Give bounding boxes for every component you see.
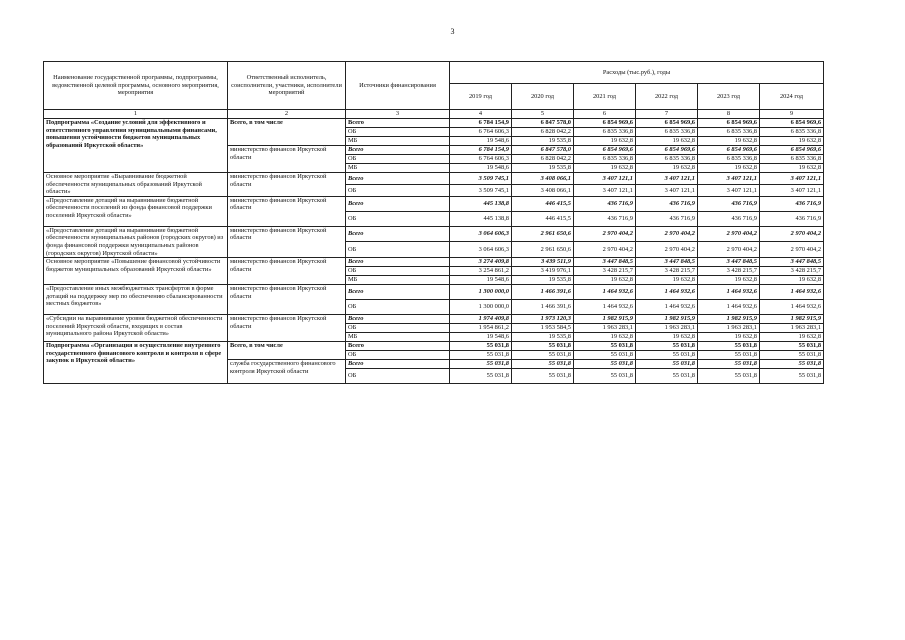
- table-row: [44, 258, 824, 267]
- funding-source: Всего: [346, 146, 450, 155]
- header-year: 2022 год: [636, 84, 698, 110]
- funding-source: ОБ: [346, 155, 450, 164]
- funding-source: МБ: [346, 137, 450, 146]
- program-name: Подпрограмма «Организация и осуществление внутреннего государственного финансового контроля и контроля в сфере закупок в Иркутской области»: [44, 342, 228, 384]
- amount-cell: 6 847 578,0: [512, 119, 574, 128]
- amount-cell: 55 031,8: [636, 369, 698, 384]
- amount-cell: 19 632,8: [760, 333, 824, 342]
- amount-cell: 436 716,9: [574, 211, 636, 226]
- program-name: «Предоставление дотаций на выравнивание бюджетной обеспеченности муниципальных районов (городских округов) из фонда финансовой поддержки муниципальных районов (городских округов) Иркутской области»: [44, 226, 228, 257]
- amount-cell: 19 548,6: [450, 276, 512, 285]
- amount-cell: 3 509 745,1: [450, 184, 512, 196]
- column-index: 4: [450, 110, 512, 119]
- amount-cell: 55 031,8: [760, 369, 824, 384]
- amount-cell: 3 407 121,1: [760, 184, 824, 196]
- funding-source: ОБ: [346, 242, 450, 258]
- amount-cell: 1 464 932,6: [760, 285, 824, 300]
- amount-cell: 6 764 606,3: [450, 155, 512, 164]
- amount-cell: 3 408 066,1: [512, 184, 574, 196]
- amount-cell: 6 854 969,6: [574, 146, 636, 155]
- amount-cell: 3 407 121,1: [636, 184, 698, 196]
- amount-cell: 55 031,8: [512, 369, 574, 384]
- column-index: 7: [636, 110, 698, 119]
- amount-cell: 2 970 404,2: [636, 242, 698, 258]
- amount-cell: 1 464 932,6: [760, 300, 824, 315]
- program-name: «Предоставление дотаций на выравнивание бюджетной обеспеченности поселений из фонда финансовой поддержки поселений Иркутской области»: [44, 196, 228, 226]
- amount-cell: 1 464 932,6: [574, 300, 636, 315]
- amount-cell: 6 835 336,8: [698, 128, 760, 137]
- executor: Всего, в том числе: [228, 119, 346, 146]
- amount-cell: 1 464 932,6: [636, 300, 698, 315]
- amount-cell: 6 828 042,2: [512, 128, 574, 137]
- header-year: 2023 год: [698, 84, 760, 110]
- amount-cell: 19 632,8: [574, 276, 636, 285]
- table-row: [44, 342, 824, 351]
- amount-cell: 1 963 283,1: [760, 324, 824, 333]
- header-executor: Ответственный исполнитель, соисполнители, участники, исполнители мероприятий: [228, 62, 346, 110]
- amount-cell: 55 031,8: [574, 369, 636, 384]
- funding-source: ОБ: [346, 300, 450, 315]
- program-name: «Предоставление иных межбюджетных трансфертов в форме дотаций на поддержку мер по обеспечению сбалансированности местных бюджетов»: [44, 285, 228, 315]
- column-index: 9: [760, 110, 824, 119]
- amount-cell: 6 835 336,8: [636, 128, 698, 137]
- amount-cell: 55 031,8: [574, 360, 636, 369]
- amount-cell: 1 464 932,6: [636, 285, 698, 300]
- amount-cell: 1 982 915,9: [636, 315, 698, 324]
- header-year: 2021 год: [574, 84, 636, 110]
- amount-cell: 3 509 745,1: [450, 173, 512, 185]
- amount-cell: 19 632,8: [574, 164, 636, 173]
- amount-cell: 3 407 121,1: [636, 173, 698, 185]
- budget-table: [43, 61, 824, 384]
- funding-source: ОБ: [346, 369, 450, 384]
- amount-cell: 19 632,8: [760, 276, 824, 285]
- amount-cell: 19 632,8: [636, 276, 698, 285]
- header-year: 2020 год: [512, 84, 574, 110]
- funding-source: ОБ: [346, 351, 450, 360]
- amount-cell: 55 031,8: [636, 342, 698, 351]
- amount-cell: 55 031,8: [760, 342, 824, 351]
- amount-cell: 55 031,8: [450, 342, 512, 351]
- amount-cell: 19 632,8: [698, 137, 760, 146]
- amount-cell: 55 031,8: [574, 351, 636, 360]
- funding-source: Всего: [346, 258, 450, 267]
- amount-cell: 6 764 606,3: [450, 128, 512, 137]
- column-index: 8: [698, 110, 760, 119]
- amount-cell: 3 428 215,7: [636, 267, 698, 276]
- table-row: [44, 315, 824, 324]
- amount-cell: 19 632,8: [698, 276, 760, 285]
- amount-cell: 1 464 932,6: [698, 300, 760, 315]
- funding-source: Всего: [346, 342, 450, 351]
- amount-cell: 19 632,8: [698, 333, 760, 342]
- amount-cell: 3 428 215,7: [760, 267, 824, 276]
- executor: министерство финансов Иркутской области: [228, 226, 346, 257]
- amount-cell: 445 138,8: [450, 196, 512, 211]
- amount-cell: 6 854 969,6: [698, 146, 760, 155]
- amount-cell: 436 716,9: [698, 196, 760, 211]
- amount-cell: 6 828 042,2: [512, 155, 574, 164]
- amount-cell: 19 535,8: [512, 137, 574, 146]
- amount-cell: 436 716,9: [760, 196, 824, 211]
- amount-cell: 3 447 848,5: [574, 258, 636, 267]
- amount-cell: 3 407 121,1: [574, 184, 636, 196]
- amount-cell: 55 031,8: [698, 342, 760, 351]
- amount-cell: 446 415,5: [512, 211, 574, 226]
- table-row: [44, 173, 824, 185]
- amount-cell: 3 407 121,1: [698, 184, 760, 196]
- amount-cell: 6 854 969,6: [698, 119, 760, 128]
- amount-cell: 1 300 000,0: [450, 285, 512, 300]
- amount-cell: 3 407 121,1: [698, 173, 760, 185]
- amount-cell: 3 447 848,5: [636, 258, 698, 267]
- amount-cell: 1 466 391,6: [512, 285, 574, 300]
- program-name: Основное мероприятие «Выравнивание бюджетной обеспеченности муниципальных образований Иркутской области»: [44, 173, 228, 197]
- amount-cell: 55 031,8: [512, 342, 574, 351]
- amount-cell: 55 031,8: [760, 351, 824, 360]
- amount-cell: 436 716,9: [698, 211, 760, 226]
- program-name: Подпрограмма «Создание условий для эффективного и ответственного управления муниципальными финансами, повышения устойчивости бюджетов муниципальных образований Иркутской области»: [44, 119, 228, 173]
- amount-cell: 55 031,8: [574, 342, 636, 351]
- amount-cell: 19 632,8: [636, 164, 698, 173]
- amount-cell: 19 548,6: [450, 333, 512, 342]
- executor: министерство финансов Иркутской области: [228, 285, 346, 315]
- amount-cell: 19 535,8: [512, 276, 574, 285]
- funding-source: МБ: [346, 333, 450, 342]
- amount-cell: 6 854 969,6: [574, 119, 636, 128]
- amount-cell: 3 428 215,7: [698, 267, 760, 276]
- amount-cell: 1 953 584,5: [512, 324, 574, 333]
- funding-source: Всего: [346, 315, 450, 324]
- amount-cell: 3 407 121,1: [574, 173, 636, 185]
- amount-cell: 6 847 578,0: [512, 146, 574, 155]
- table-row: [44, 285, 824, 300]
- amount-cell: 19 632,8: [636, 137, 698, 146]
- amount-cell: 2 970 404,2: [760, 242, 824, 258]
- column-index: 5: [512, 110, 574, 119]
- amount-cell: 436 716,9: [574, 196, 636, 211]
- amount-cell: 55 031,8: [450, 360, 512, 369]
- column-index: 6: [574, 110, 636, 119]
- amount-cell: 2 970 404,2: [636, 226, 698, 242]
- table-row: [44, 196, 824, 211]
- amount-cell: 1 300 000,0: [450, 300, 512, 315]
- funding-source: ОБ: [346, 128, 450, 137]
- amount-cell: 3 428 215,7: [574, 267, 636, 276]
- amount-cell: 2 970 404,2: [574, 242, 636, 258]
- amount-cell: 436 716,9: [636, 196, 698, 211]
- amount-cell: 3 064 606,3: [450, 226, 512, 242]
- amount-cell: 55 031,8: [636, 351, 698, 360]
- header-expenses: Расходы (тыс.руб.), годы: [450, 62, 824, 84]
- table-row: [44, 119, 824, 128]
- funding-source: Всего: [346, 173, 450, 185]
- funding-source: ОБ: [346, 267, 450, 276]
- amount-cell: 55 031,8: [698, 369, 760, 384]
- amount-cell: 6 835 336,8: [760, 128, 824, 137]
- funding-source: Всего: [346, 119, 450, 128]
- amount-cell: 6 784 154,9: [450, 146, 512, 155]
- amount-cell: 55 031,8: [698, 360, 760, 369]
- amount-cell: 1 974 409,8: [450, 315, 512, 324]
- amount-cell: 1 963 283,1: [574, 324, 636, 333]
- amount-cell: 3 408 066,1: [512, 173, 574, 185]
- funding-source: МБ: [346, 276, 450, 285]
- amount-cell: 19 548,6: [450, 137, 512, 146]
- executor: министерство финансов Иркутской области: [228, 196, 346, 226]
- amount-cell: 19 535,8: [512, 333, 574, 342]
- amount-cell: 55 031,8: [450, 369, 512, 384]
- amount-cell: 6 835 336,8: [698, 155, 760, 164]
- amount-cell: 1 982 915,9: [760, 315, 824, 324]
- amount-cell: 446 415,5: [512, 196, 574, 211]
- amount-cell: 6 854 969,6: [636, 146, 698, 155]
- column-index: 1: [44, 110, 228, 119]
- funding-source: ОБ: [346, 324, 450, 333]
- amount-cell: 2 970 404,2: [698, 226, 760, 242]
- amount-cell: 2 970 404,2: [760, 226, 824, 242]
- amount-cell: 6 835 336,8: [760, 155, 824, 164]
- table-body: [44, 119, 824, 384]
- funding-source: Всего: [346, 226, 450, 242]
- header-year: 2024 год: [760, 84, 824, 110]
- amount-cell: 2 970 404,2: [698, 242, 760, 258]
- executor: министерство финансов Иркутской области: [228, 173, 346, 197]
- funding-source: Всего: [346, 285, 450, 300]
- executor: министерство финансов Иркутской области: [228, 258, 346, 285]
- amount-cell: 3 274 409,8: [450, 258, 512, 267]
- amount-cell: 55 031,8: [512, 360, 574, 369]
- amount-cell: 19 632,8: [574, 333, 636, 342]
- program-name: Основное мероприятие «Повышение финансовой устойчивости бюджетов муниципальных образований Иркутской области»: [44, 258, 228, 285]
- amount-cell: 3 447 848,5: [698, 258, 760, 267]
- amount-cell: 3 439 511,9: [512, 258, 574, 267]
- amount-cell: 1 464 932,6: [574, 285, 636, 300]
- funding-source: Всего: [346, 196, 450, 211]
- amount-cell: 55 031,8: [512, 351, 574, 360]
- executor: министерство финансов Иркутской области: [228, 315, 346, 342]
- amount-cell: 19 632,8: [760, 164, 824, 173]
- amount-cell: 3 064 606,3: [450, 242, 512, 258]
- amount-cell: 3 447 848,5: [760, 258, 824, 267]
- amount-cell: 55 031,8: [698, 351, 760, 360]
- table-row: [44, 226, 824, 242]
- amount-cell: 55 031,8: [450, 351, 512, 360]
- amount-cell: 1 982 915,9: [698, 315, 760, 324]
- amount-cell: 3 254 861,2: [450, 267, 512, 276]
- executor: служба государственного финансового контроля Иркутской области: [228, 360, 346, 384]
- amount-cell: 2 961 650,6: [512, 226, 574, 242]
- header-funding-source: Источники финансирования: [346, 62, 450, 110]
- amount-cell: 436 716,9: [760, 211, 824, 226]
- funding-source: ОБ: [346, 184, 450, 196]
- amount-cell: 436 716,9: [636, 211, 698, 226]
- amount-cell: 6 784 154,9: [450, 119, 512, 128]
- amount-cell: 1 466 391,6: [512, 300, 574, 315]
- executor: министерство финансов Иркутской области: [228, 146, 346, 173]
- amount-cell: 6 854 969,6: [760, 146, 824, 155]
- amount-cell: 6 835 336,8: [574, 128, 636, 137]
- column-index: 2: [228, 110, 346, 119]
- funding-source: Всего: [346, 360, 450, 369]
- executor: Всего, в том числе: [228, 342, 346, 360]
- header-year: 2019 год: [450, 84, 512, 110]
- amount-cell: 2 970 404,2: [574, 226, 636, 242]
- amount-cell: 1 963 283,1: [636, 324, 698, 333]
- amount-cell: 19 535,8: [512, 164, 574, 173]
- column-index: 3: [346, 110, 450, 119]
- amount-cell: 1 464 932,6: [698, 285, 760, 300]
- amount-cell: 55 031,8: [636, 360, 698, 369]
- amount-cell: 3 407 121,1: [760, 173, 824, 185]
- amount-cell: 2 961 650,6: [512, 242, 574, 258]
- funding-source: МБ: [346, 164, 450, 173]
- amount-cell: 19 632,8: [760, 137, 824, 146]
- amount-cell: 19 548,6: [450, 164, 512, 173]
- amount-cell: 3 419 976,1: [512, 267, 574, 276]
- amount-cell: 19 632,8: [698, 164, 760, 173]
- amount-cell: 6 835 336,8: [636, 155, 698, 164]
- amount-cell: 19 632,8: [636, 333, 698, 342]
- program-name: «Субсидии на выравнивание уровня бюджетной обеспеченности поселений Иркутской области, входящих в состав муниципального района Иркутской области»: [44, 315, 228, 342]
- page-number: 3: [450, 27, 455, 36]
- header-program-name: Наименование государственной программы, подпрограммы, ведомственной целевой программы, основного мероприятия, мероприятия: [44, 62, 228, 110]
- amount-cell: 1 973 120,3: [512, 315, 574, 324]
- amount-cell: 445 138,8: [450, 211, 512, 226]
- amount-cell: 19 632,8: [574, 137, 636, 146]
- amount-cell: 6 835 336,8: [574, 155, 636, 164]
- amount-cell: 1 954 861,2: [450, 324, 512, 333]
- amount-cell: 6 854 969,6: [636, 119, 698, 128]
- amount-cell: 55 031,8: [760, 360, 824, 369]
- amount-cell: 1 963 283,1: [698, 324, 760, 333]
- amount-cell: 1 982 915,9: [574, 315, 636, 324]
- funding-source: ОБ: [346, 211, 450, 226]
- amount-cell: 6 854 969,6: [760, 119, 824, 128]
